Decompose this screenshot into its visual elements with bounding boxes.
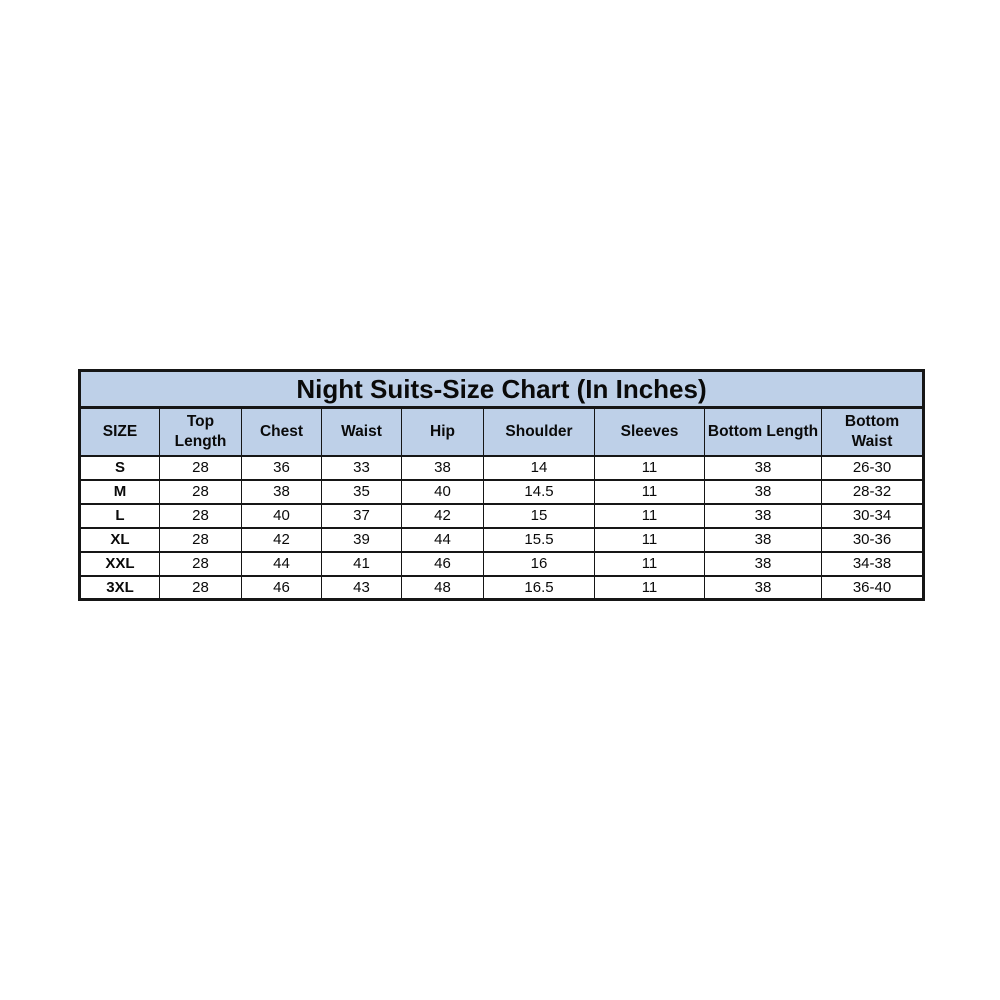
- size-label-cell: XXL: [80, 552, 160, 576]
- measurement-cell: 38: [242, 480, 322, 504]
- column-header: Hip: [402, 408, 484, 456]
- column-header: Sleeves: [595, 408, 705, 456]
- measurement-cell: 28-32: [822, 480, 924, 504]
- measurement-cell: 48: [402, 576, 484, 600]
- column-header: Top Length: [160, 408, 242, 456]
- measurement-cell: 28: [160, 552, 242, 576]
- column-header: Bottom Length: [705, 408, 822, 456]
- measurement-cell: 38: [705, 456, 822, 480]
- measurement-cell: 14: [484, 456, 595, 480]
- measurement-cell: 14.5: [484, 480, 595, 504]
- column-header: SIZE: [80, 408, 160, 456]
- measurement-cell: 46: [402, 552, 484, 576]
- measurement-cell: 15.5: [484, 528, 595, 552]
- size-label-cell: M: [80, 480, 160, 504]
- table-row: [80, 456, 924, 480]
- size-label-cell: S: [80, 456, 160, 480]
- measurement-cell: 36-40: [822, 576, 924, 600]
- measurement-cell: 28: [160, 576, 242, 600]
- table-row: [80, 528, 924, 552]
- measurement-cell: 11: [595, 576, 705, 600]
- size-chart-table: [78, 369, 925, 601]
- measurement-cell: 11: [595, 504, 705, 528]
- measurement-cell: 44: [242, 552, 322, 576]
- measurement-cell: 36: [242, 456, 322, 480]
- column-header: Shoulder: [484, 408, 595, 456]
- measurement-cell: 38: [705, 528, 822, 552]
- measurement-cell: 30-34: [822, 504, 924, 528]
- header-row: [80, 408, 924, 456]
- measurement-cell: 16: [484, 552, 595, 576]
- measurement-cell: 41: [322, 552, 402, 576]
- measurement-cell: 11: [595, 480, 705, 504]
- measurement-cell: 46: [242, 576, 322, 600]
- column-header: Bottom Waist: [822, 408, 924, 456]
- measurement-cell: 40: [242, 504, 322, 528]
- measurement-cell: 28: [160, 456, 242, 480]
- measurement-cell: 35: [322, 480, 402, 504]
- title-row: [80, 371, 924, 408]
- size-label-cell: 3XL: [80, 576, 160, 600]
- size-label-cell: L: [80, 504, 160, 528]
- measurement-cell: 38: [705, 552, 822, 576]
- size-label-cell: XL: [80, 528, 160, 552]
- table-row: [80, 504, 924, 528]
- measurement-cell: 16.5: [484, 576, 595, 600]
- measurement-cell: 43: [322, 576, 402, 600]
- measurement-cell: 44: [402, 528, 484, 552]
- measurement-cell: 37: [322, 504, 402, 528]
- measurement-cell: 28: [160, 480, 242, 504]
- measurement-cell: 11: [595, 456, 705, 480]
- table-row: [80, 576, 924, 600]
- measurement-cell: 11: [595, 552, 705, 576]
- measurement-cell: 15: [484, 504, 595, 528]
- table-row: [80, 480, 924, 504]
- measurement-cell: 28: [160, 528, 242, 552]
- size-chart: [78, 369, 922, 601]
- measurement-cell: 34-38: [822, 552, 924, 576]
- measurement-cell: 33: [322, 456, 402, 480]
- measurement-cell: 42: [242, 528, 322, 552]
- column-header: Waist: [322, 408, 402, 456]
- measurement-cell: 28: [160, 504, 242, 528]
- size-chart-title: Night Suits-Size Chart (In Inches): [80, 371, 924, 408]
- column-header: Chest: [242, 408, 322, 456]
- measurement-cell: 38: [705, 576, 822, 600]
- measurement-cell: 38: [402, 456, 484, 480]
- table-row: [80, 552, 924, 576]
- measurement-cell: 42: [402, 504, 484, 528]
- measurement-cell: 11: [595, 528, 705, 552]
- measurement-cell: 38: [705, 504, 822, 528]
- measurement-cell: 26-30: [822, 456, 924, 480]
- measurement-cell: 30-36: [822, 528, 924, 552]
- measurement-cell: 38: [705, 480, 822, 504]
- measurement-cell: 39: [322, 528, 402, 552]
- measurement-cell: 40: [402, 480, 484, 504]
